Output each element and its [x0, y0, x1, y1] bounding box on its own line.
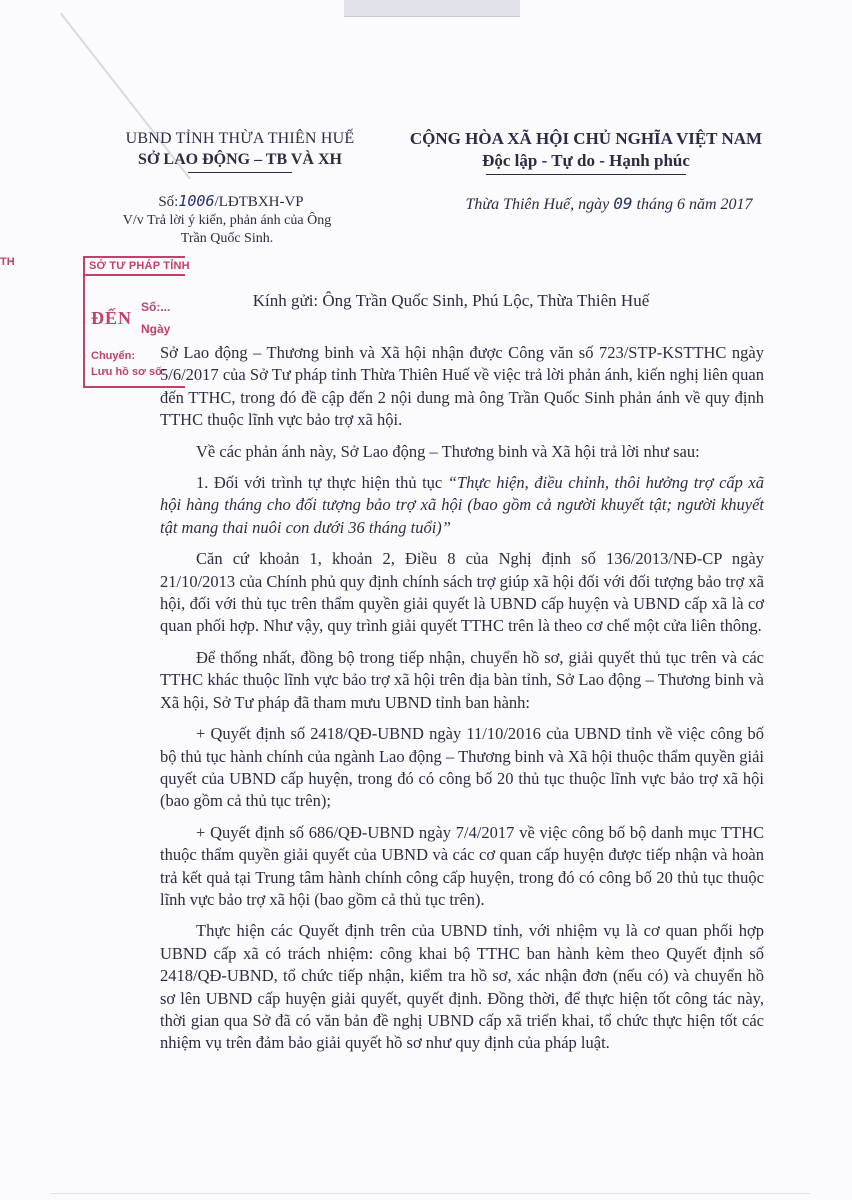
motto-underline	[486, 174, 686, 175]
body-paragraph: Để thống nhất, đồng bộ trong tiếp nhận, chuyển hồ sơ, giải quyết thủ tục trên và các TTHC khác thuộc lĩnh vực bảo trợ xã hội trên địa bàn tỉnh, Sở Lao động – Thương binh và Xã hội, Sở Tư pháp đã tham mưu UBND tỉnh ban hành:	[160, 647, 764, 712]
body-paragraph-procedure	[160, 472, 764, 539]
issuer-dept: SỞ LAO ĐỘNG – TB VÀ XH	[138, 151, 342, 168]
body-paragraph: + Quyết định số 686/QĐ-UBND ngày 7/4/2017 về việc công bố bộ danh mục TTHC thuộc thẩm quyền giải quyết của UBND và các cơ quan cấp huyện được tiếp nhận và hoàn trả kết quả tại Trung tâm hành chính công cấp huyện, trong đó có công bố 20 thủ tục thuộc lĩnh vực bảo trợ xã hội (bao gồm cả thủ tục trên).	[160, 822, 764, 909]
document-number	[100, 192, 362, 212]
body-paragraph: Sở Lao động – Thương binh và Xã hội nhận được Công văn số 723/STP-KSTTHC ngày 5/6/2017 của Sở Tư pháp tỉnh Thừa Thiên Huế về việc trả lời phản ánh, kiến nghị liên quan đến TTHC, trong đó đề cập đến 2 nội dung mà ông Trần Quốc Sinh phản ánh về quy định TTHC thuộc lĩnh vực bảo trợ xã hội.	[160, 343, 764, 430]
partial-stamp-edge: TH	[0, 256, 15, 268]
page-bottom-edge	[50, 1193, 810, 1194]
doc-number-handwritten: 1006	[178, 192, 215, 210]
stamp-chuyen: Chuyển:	[91, 350, 135, 362]
stamp-so: Số:...	[141, 300, 171, 314]
document-subject	[86, 212, 368, 248]
stamp-title: SỞ TƯ PHÁP TỈNH	[85, 258, 185, 276]
stamp-luu: Lưu hồ sơ số:	[91, 366, 166, 378]
issuer-org: UBND TỈNH THỪA THIÊN HUẾ	[125, 130, 355, 147]
national-motto: Độc lập - Tự do - Hạnh phúc	[482, 151, 690, 170]
issuer-underline	[188, 172, 292, 173]
letter-body	[160, 342, 764, 1064]
day-handwritten: 09	[613, 194, 633, 213]
national-header	[380, 128, 792, 175]
subject-line-1: V/v Trả lời ý kiến, phản ánh của Ông	[122, 213, 332, 228]
procedure-lead: 1. Đối với trình tự thực hiện thủ tục	[196, 473, 448, 493]
stamp-ngay: Ngày	[141, 322, 171, 336]
place-date	[436, 194, 782, 214]
doc-number-prefix: Số:	[158, 194, 179, 210]
place-date-end: tháng 6 năm 2017	[632, 196, 753, 213]
national-title: CỘNG HÒA XÃ HỘI CHỦ NGHĨA VIỆT NAM	[409, 129, 763, 148]
body-paragraph: + Quyết định số 2418/QĐ-UBND ngày 11/10/2016 của UBND tỉnh về việc công bố bộ thủ tục hành chính của ngành Lao động – Thương binh và Xã hội thuộc thẩm quyền giải quyết của UBND cấp huyện, trong đó có công bố 20 thủ tục thuộc lĩnh vực bảo trợ xã hội (bao gồm cả thủ tục trên);	[160, 724, 764, 811]
body-paragraph: Căn cứ khoản 1, khoản 2, Điều 8 của Nghị định số 136/2013/NĐ-CP ngày 21/10/2013 của Chính phủ quy định chính sách trợ giúp xã hội đối với đối tượng bảo trợ xã hội, đối với thủ tục trên thẩm quyền giải quyết là UBND cấp huyện và UBND cấp xã là cơ quan phối hợp. Như vậy, quy trình giải quyết TTHC trên là theo cơ chế một cửa liên thông.	[160, 549, 764, 636]
procedure-name: “Thực hiện, điều chỉnh, thôi hưởng trợ cấp xã hội hàng tháng cho đối tượng bảo trợ xã hội (bao gồm cả người khuyết tật; người khuyết tật mang thai nuôi con dưới 36 tháng tuổi)”	[160, 473, 764, 537]
scanner-edge	[344, 0, 520, 17]
doc-number-suffix: /LĐTBXH-VP	[214, 194, 304, 210]
body-paragraph: Thực hiện các Quyết định trên của UBND tỉnh, với nhiệm vụ là cơ quan phối hợp UBND cấp xã có trách nhiệm: công khai bộ TTHC ban hành kèm theo Quyết định số 2418/QĐ-UBND, tổ chức tiếp nhận, kiểm tra hồ sơ, xác nhận đơn (nếu có) và chuyển hồ sơ lên UBND cấp huyện giải quyết, quyết định. Đồng thời, để thực hiện tốt công tác này, thời gian qua Sở đã có văn bản đề nghị UBND cấp xã triển khai, tổ chức thực hiện tốt các nhiệm vụ trên đảm bảo giải quyết hồ sơ như quy định của pháp luật.	[160, 921, 764, 1053]
body-paragraph: Về các phản ánh này, Sở Lao động – Thương binh và Xã hội trả lời như sau:	[196, 441, 700, 461]
stamp-den: ĐẾN	[91, 308, 133, 328]
issuer-header	[100, 128, 380, 173]
recipient-line: Kính gửi: Ông Trần Quốc Sinh, Phú Lộc, Thừa Thiên Huế	[252, 291, 650, 310]
subject-line-2: Trần Quốc Sinh.	[180, 231, 274, 246]
place-date-start: Thừa Thiên Huế, ngày	[465, 196, 614, 213]
